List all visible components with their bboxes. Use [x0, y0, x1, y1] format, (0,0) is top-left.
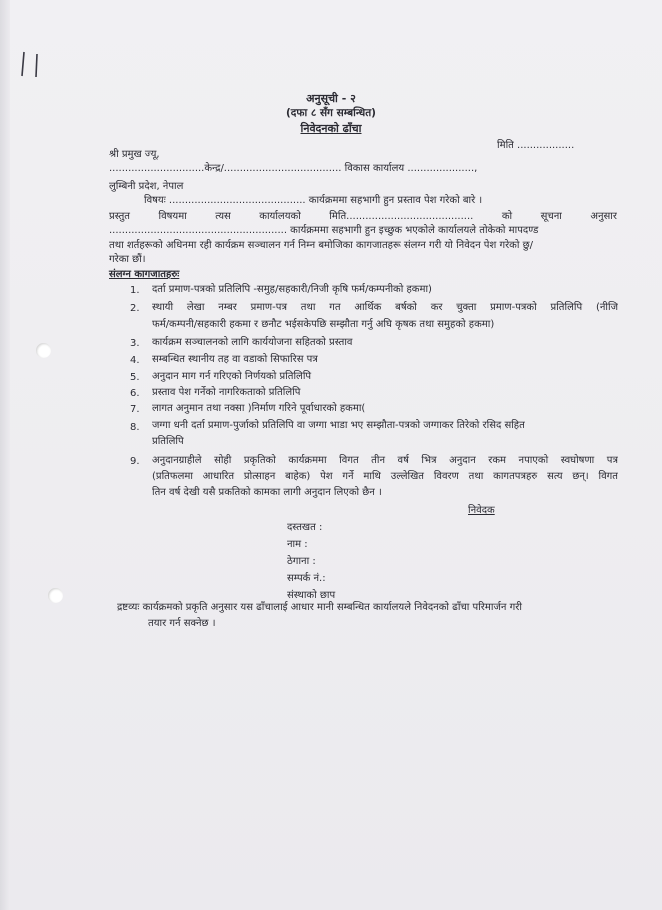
- list-item-number: 4.: [130, 355, 140, 366]
- addressee-line-2: ..............................केन्द्र/..................................... विकास कार्यालय .....................,: [109, 163, 478, 174]
- list-item-continuation: प्रतिलिपि: [152, 436, 184, 447]
- list-item-number: 9.: [130, 456, 140, 467]
- punch-hole-bottom: [48, 588, 63, 603]
- list-item: दर्ता प्रमाण-पत्रको प्रतिलिपि -समुह/सहकारी/निजी कृषि फर्म/कम्पनीको हकमा): [152, 284, 432, 295]
- list-item: अनुदान माग गर्न गरिएको निर्णयको प्रतिलिपि: [152, 371, 312, 382]
- body-line-4: गरेका छौं।: [109, 254, 146, 265]
- note-line-1: द्रष्टव्यः कार्यक्रमको प्रकृति अनुसार यस ढाँचालाई आधार मानी सम्बन्धित कार्यालयले निवेदनको ढाँचा परिमार्जन गरी: [117, 602, 522, 613]
- addressee-line-3: लुम्बिनी प्रदेश, नेपाल: [109, 181, 184, 192]
- list-item-continuation: तिन वर्ष देखी यसै प्रकतिको कामका लागी अनुदान लिएको छैन ।: [152, 487, 382, 498]
- annex-subtitle: (दफा ८ सँग सम्बन्धित): [285, 107, 376, 119]
- list-item: अनुदानग्राहीले सोही प्रकृतिको कार्यक्रममा विगत तीन वर्ष भित्र अनुदान रकम नपाएको स्वघोषणा पत्र: [152, 455, 618, 466]
- list-item-number: 8.: [130, 422, 140, 433]
- list-item-continuation: (प्रतिफलमा आधारित प्रोत्साहन बाहेक) पेश गर्ने माथि उल्लेखित विवरण तथा कागतपत्रहरु सत्य छन्। विगत: [152, 471, 618, 482]
- punch-hole-top: [36, 343, 51, 358]
- list-item-number: 7.: [130, 404, 140, 415]
- form-title: निवेदनको ढाँचा: [300, 122, 362, 135]
- list-item: सम्बन्धित स्थानीय तह वा वडाको सिफारिस पत्र: [152, 354, 318, 365]
- list-item: प्रस्ताव पेश गर्नेको नागरिकताको प्रतिलिपि: [152, 387, 301, 398]
- name-field: नाम :: [287, 539, 308, 550]
- org-stamp-field: संस्थाको छाप: [287, 590, 336, 601]
- list-item: कार्यक्रम सञ्चालनको लागि कार्ययोजना सहितको प्रस्ताव: [152, 337, 353, 348]
- list-item: लागत अनुमान तथा नक्सा )निर्माण गरिने पूर्वाधारको हकमा(: [152, 403, 366, 414]
- note-line-2: तयार गर्न सक्नेछ ।: [148, 618, 216, 629]
- contact-field: सम्पर्क नं.:: [287, 573, 326, 584]
- attachments-heading: संलग्न कागजातहरुः: [109, 269, 180, 280]
- list-item: स्थायी लेखा नम्बर प्रमाण-पत्र तथा गत आर्थिक बर्षको कर चुक्ता प्रमाण-पत्रको प्रतिलिपि (नीजि: [152, 302, 618, 313]
- date-line: मिति ..................: [497, 140, 575, 151]
- annex-title: अनुसूची - २: [306, 92, 356, 105]
- address-field: ठेगाना :: [287, 556, 316, 567]
- handwritten-mark: [18, 50, 48, 78]
- list-item-continuation: फर्म/कम्पनी/सहकारी हकमा र छनौट भईसकेपछि सम्झौता गर्नु अघि कृषक तथा समुहको हकमा): [152, 319, 495, 330]
- body-line-3: तथा शर्तहरूको अधिनमा रही कार्यक्रम सञ्चालन गर्न निम्न बमोजिका कागजातहरू संलग्न गरी यो निवेदन पेश गरेको छु/: [109, 240, 534, 251]
- page-edge-shadow: [0, 0, 10, 910]
- signature-field: दस्तखत :: [287, 522, 323, 533]
- addressee-line-1: श्री प्रमुख ज्यू,: [109, 149, 160, 160]
- applicant-label: निवेदक: [468, 505, 495, 516]
- list-item-number: 1.: [130, 285, 140, 296]
- list-item-number: 5.: [130, 372, 140, 383]
- list-item-number: 2.: [130, 303, 140, 314]
- list-item-number: 3.: [130, 338, 140, 349]
- list-item: जग्गा धनी दर्ता प्रमाण-पुर्जाको प्रतिलिपि वा जग्गा भाडा भए सम्झौता-पत्रको जग्गाकर तिरेको रसिद सहित: [152, 420, 525, 431]
- subject-line: विषयः ........................................... कार्यक्रममा सहभागी हुन प्रस्ताव पेश गरेको बारे ।: [144, 195, 483, 206]
- list-item-number: 6.: [130, 388, 140, 399]
- body-line-2: ........................................................ कार्यक्रममा सहभागी हुन इच्छुक भएकोले कार्यालयले तोकेको मापदण्ड: [109, 225, 539, 236]
- body-line-1: प्रस्तुत विषयमा त्यस कार्यालयको मिति........................................ को सूचना अनुसार: [109, 211, 617, 222]
